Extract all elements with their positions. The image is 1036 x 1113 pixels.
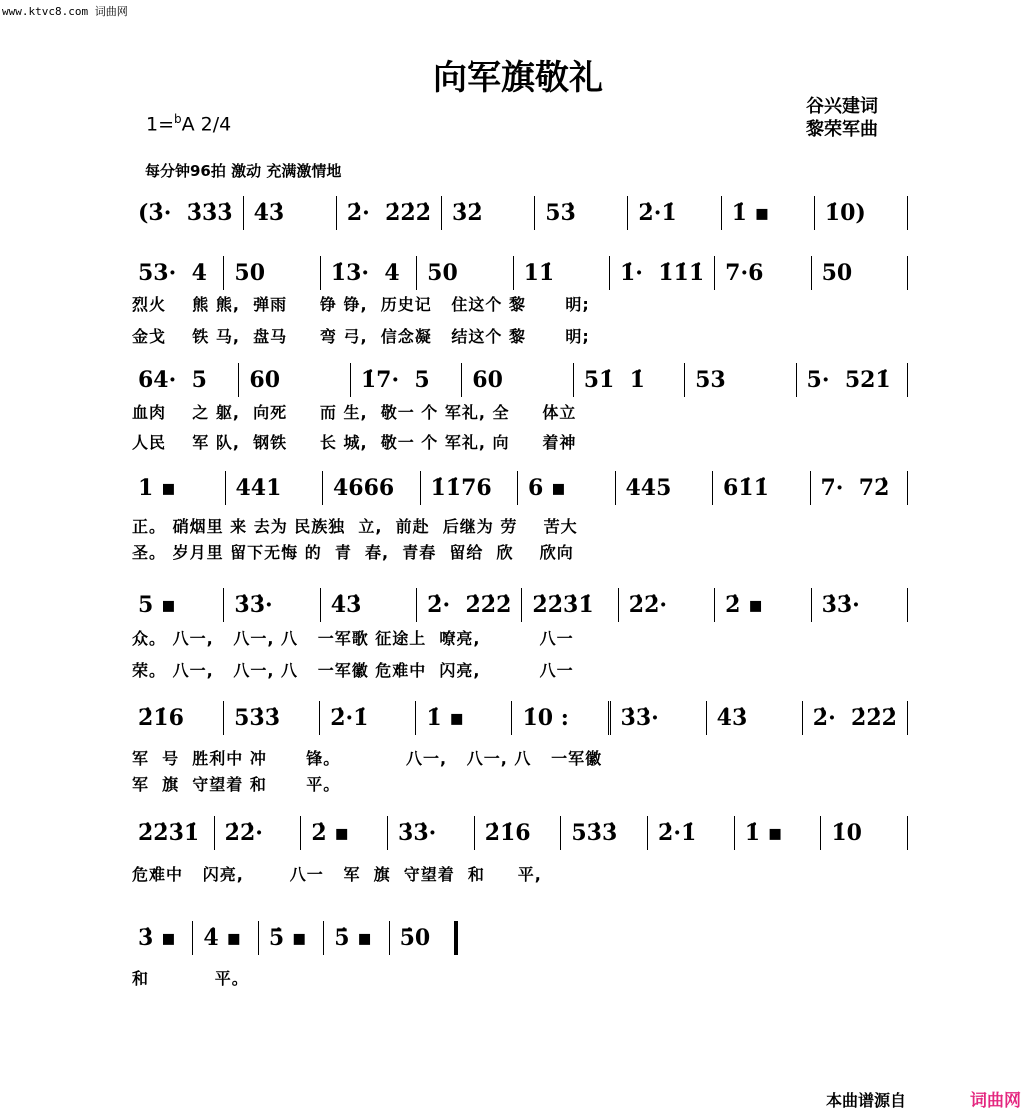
measure: 1̇0) xyxy=(815,196,908,230)
measure: 1 ▪ xyxy=(128,471,226,505)
measure: 2̇2̇· xyxy=(619,588,715,622)
measure: 4̇3̇ xyxy=(244,196,337,230)
measure: 11̇ xyxy=(514,256,610,290)
measure: 5̇0 xyxy=(390,921,458,955)
measure: 1̇0 : xyxy=(512,701,610,735)
measure: 1̇ ▪ xyxy=(735,816,822,850)
song-title: 向军旗敬礼 xyxy=(433,58,603,98)
measure: 50 xyxy=(224,256,320,290)
lyric-line: 荣。 八一, 八一, 八 一军徽 危难中 闪亮, 八一 xyxy=(132,661,574,680)
measure: 5̇ ▪ xyxy=(259,921,324,955)
measure: 2̇·1̇ xyxy=(648,816,735,850)
notation-row xyxy=(128,921,458,955)
measure: 50 xyxy=(812,256,908,290)
measure: 2̇2̇· xyxy=(215,816,302,850)
notation-row xyxy=(128,471,908,505)
measure: 2̇· 2̇2̇2̇ xyxy=(417,588,522,622)
measure: 3̇3̇· xyxy=(812,588,908,622)
measure: 50 xyxy=(417,256,513,290)
lyric-line: 血肉 之 躯, 向死 而 生, 敬一 个 军礼, 全 体立 xyxy=(132,403,577,422)
lyric-line: 和 平。 xyxy=(132,969,249,988)
measure: 51̇ 1̇ xyxy=(574,363,685,397)
measure: 53̇ xyxy=(535,196,628,230)
measure: (3̇· 3̇3̇3̇ xyxy=(128,196,244,230)
measure: 7· 72̇ xyxy=(811,471,909,505)
measure: 60 xyxy=(239,363,350,397)
measure: 53̇3̇ xyxy=(561,816,648,850)
lyricist: 谷兴建词 xyxy=(806,96,878,117)
measure: 5 ▪ xyxy=(128,588,224,622)
measure: 2̇· 2̇2̇2̇ xyxy=(337,196,442,230)
key-prefix: 1= xyxy=(146,113,175,136)
measure: 4666 xyxy=(323,471,421,505)
measure: 3̇ ▪ xyxy=(128,921,193,955)
notation-row xyxy=(128,363,908,397)
notation-row xyxy=(128,588,908,622)
measure: 445 xyxy=(616,471,714,505)
measure: 2̇ ▪ xyxy=(715,588,811,622)
lyric-line: 金戈 铁 马, 盘马 弯 弓, 信念凝 结这个 黎 明; xyxy=(132,327,590,346)
brand-logo: 词曲网 xyxy=(970,1091,1021,1111)
tempo-marking: 每分钟96拍 激动 充满激情地 xyxy=(145,162,342,180)
key-signature xyxy=(146,112,231,135)
lyric-line: 正。 硝烟里 来 去为 民族独 立, 前赴 后继为 劳 苦大 xyxy=(132,517,578,536)
measure: 53 xyxy=(685,363,796,397)
measure: 7·6 xyxy=(715,256,811,290)
measure: 64· 5 xyxy=(128,363,239,397)
measure: 4̇ ▪ xyxy=(193,921,258,955)
measure: 5̇ ▪ xyxy=(324,921,389,955)
measure: 5· 521̇ xyxy=(797,363,908,397)
measure: 53· 4 xyxy=(128,256,224,290)
measure: 1̇ ▪ xyxy=(722,196,815,230)
source-note: 本曲谱源自 xyxy=(826,1091,907,1110)
lyric-line: 圣。 岁月里 留下无悔 的 青 春, 青春 留给 欣 欣向 xyxy=(132,543,574,562)
site-watermark: www.ktvc8.com 词曲网 xyxy=(2,5,128,18)
notation-row xyxy=(128,196,908,230)
measure: 1̇1̇76 xyxy=(421,471,519,505)
measure: 60 xyxy=(462,363,573,397)
measure: 1̇0 xyxy=(821,816,908,850)
lyric-line: 人民 军 队, 钢铁 长 城, 敬一 个 军礼, 向 着神 xyxy=(132,433,577,452)
measure: 6 ▪ xyxy=(518,471,616,505)
lyric-line: 众。 八一, 八一, 八 一军歌 征途上 嘹亮, 八一 xyxy=(132,629,574,648)
measure: 1̇ ▪ xyxy=(416,701,512,735)
measure: 53̇3̇ xyxy=(224,701,320,735)
measure: 2̇ ▪ xyxy=(301,816,388,850)
measure: 3̇3̇· xyxy=(388,816,475,850)
flat-sign: b xyxy=(174,112,182,126)
lyric-line: 烈火 熊 熊, 弹雨 铮 铮, 历史记 住这个 黎 明; xyxy=(132,295,590,314)
lyric-line: 军 旗 守望着 和 平。 xyxy=(132,775,341,794)
measure: 3̇3̇· xyxy=(224,588,320,622)
lyric-line: 军 号 胜利中 冲 锋。 八一, 八一, 八 一军徽 xyxy=(132,749,603,768)
measure: 3̇3̇· xyxy=(611,701,707,735)
measure: 2̇2̇3̇1̇ xyxy=(128,816,215,850)
measure: 1̇7· 5 xyxy=(351,363,462,397)
measure: 4̇3̇ xyxy=(707,701,803,735)
measure: 4̇3̇ xyxy=(321,588,417,622)
measure: 61̇1̇ xyxy=(713,471,811,505)
measure: 441 xyxy=(226,471,324,505)
measure: 2̇· 2̇2̇2̇ xyxy=(803,701,908,735)
notation-row xyxy=(128,816,908,850)
lyric-line: 危难中 闪亮, 八一 军 旗 守望着 和 平, xyxy=(132,865,542,884)
key-rest: A 2/4 xyxy=(181,113,232,136)
credits xyxy=(806,95,878,141)
composer: 黎荣军曲 xyxy=(806,119,878,140)
notation-row xyxy=(128,256,908,290)
measure: 2̇1̇6 xyxy=(128,701,224,735)
measure: 1̇· 1̇1̇1̇ xyxy=(610,256,715,290)
measure: 1̇3· 4 xyxy=(321,256,417,290)
measure: 2̇1̇6 xyxy=(475,816,562,850)
notation-row xyxy=(128,701,908,735)
measure: 2̇·1̇ xyxy=(628,196,721,230)
measure: 2̇·1̇ xyxy=(320,701,416,735)
measure: 2̇2̇3̇1̇ xyxy=(522,588,618,622)
measure: 3̇2̇ xyxy=(442,196,535,230)
